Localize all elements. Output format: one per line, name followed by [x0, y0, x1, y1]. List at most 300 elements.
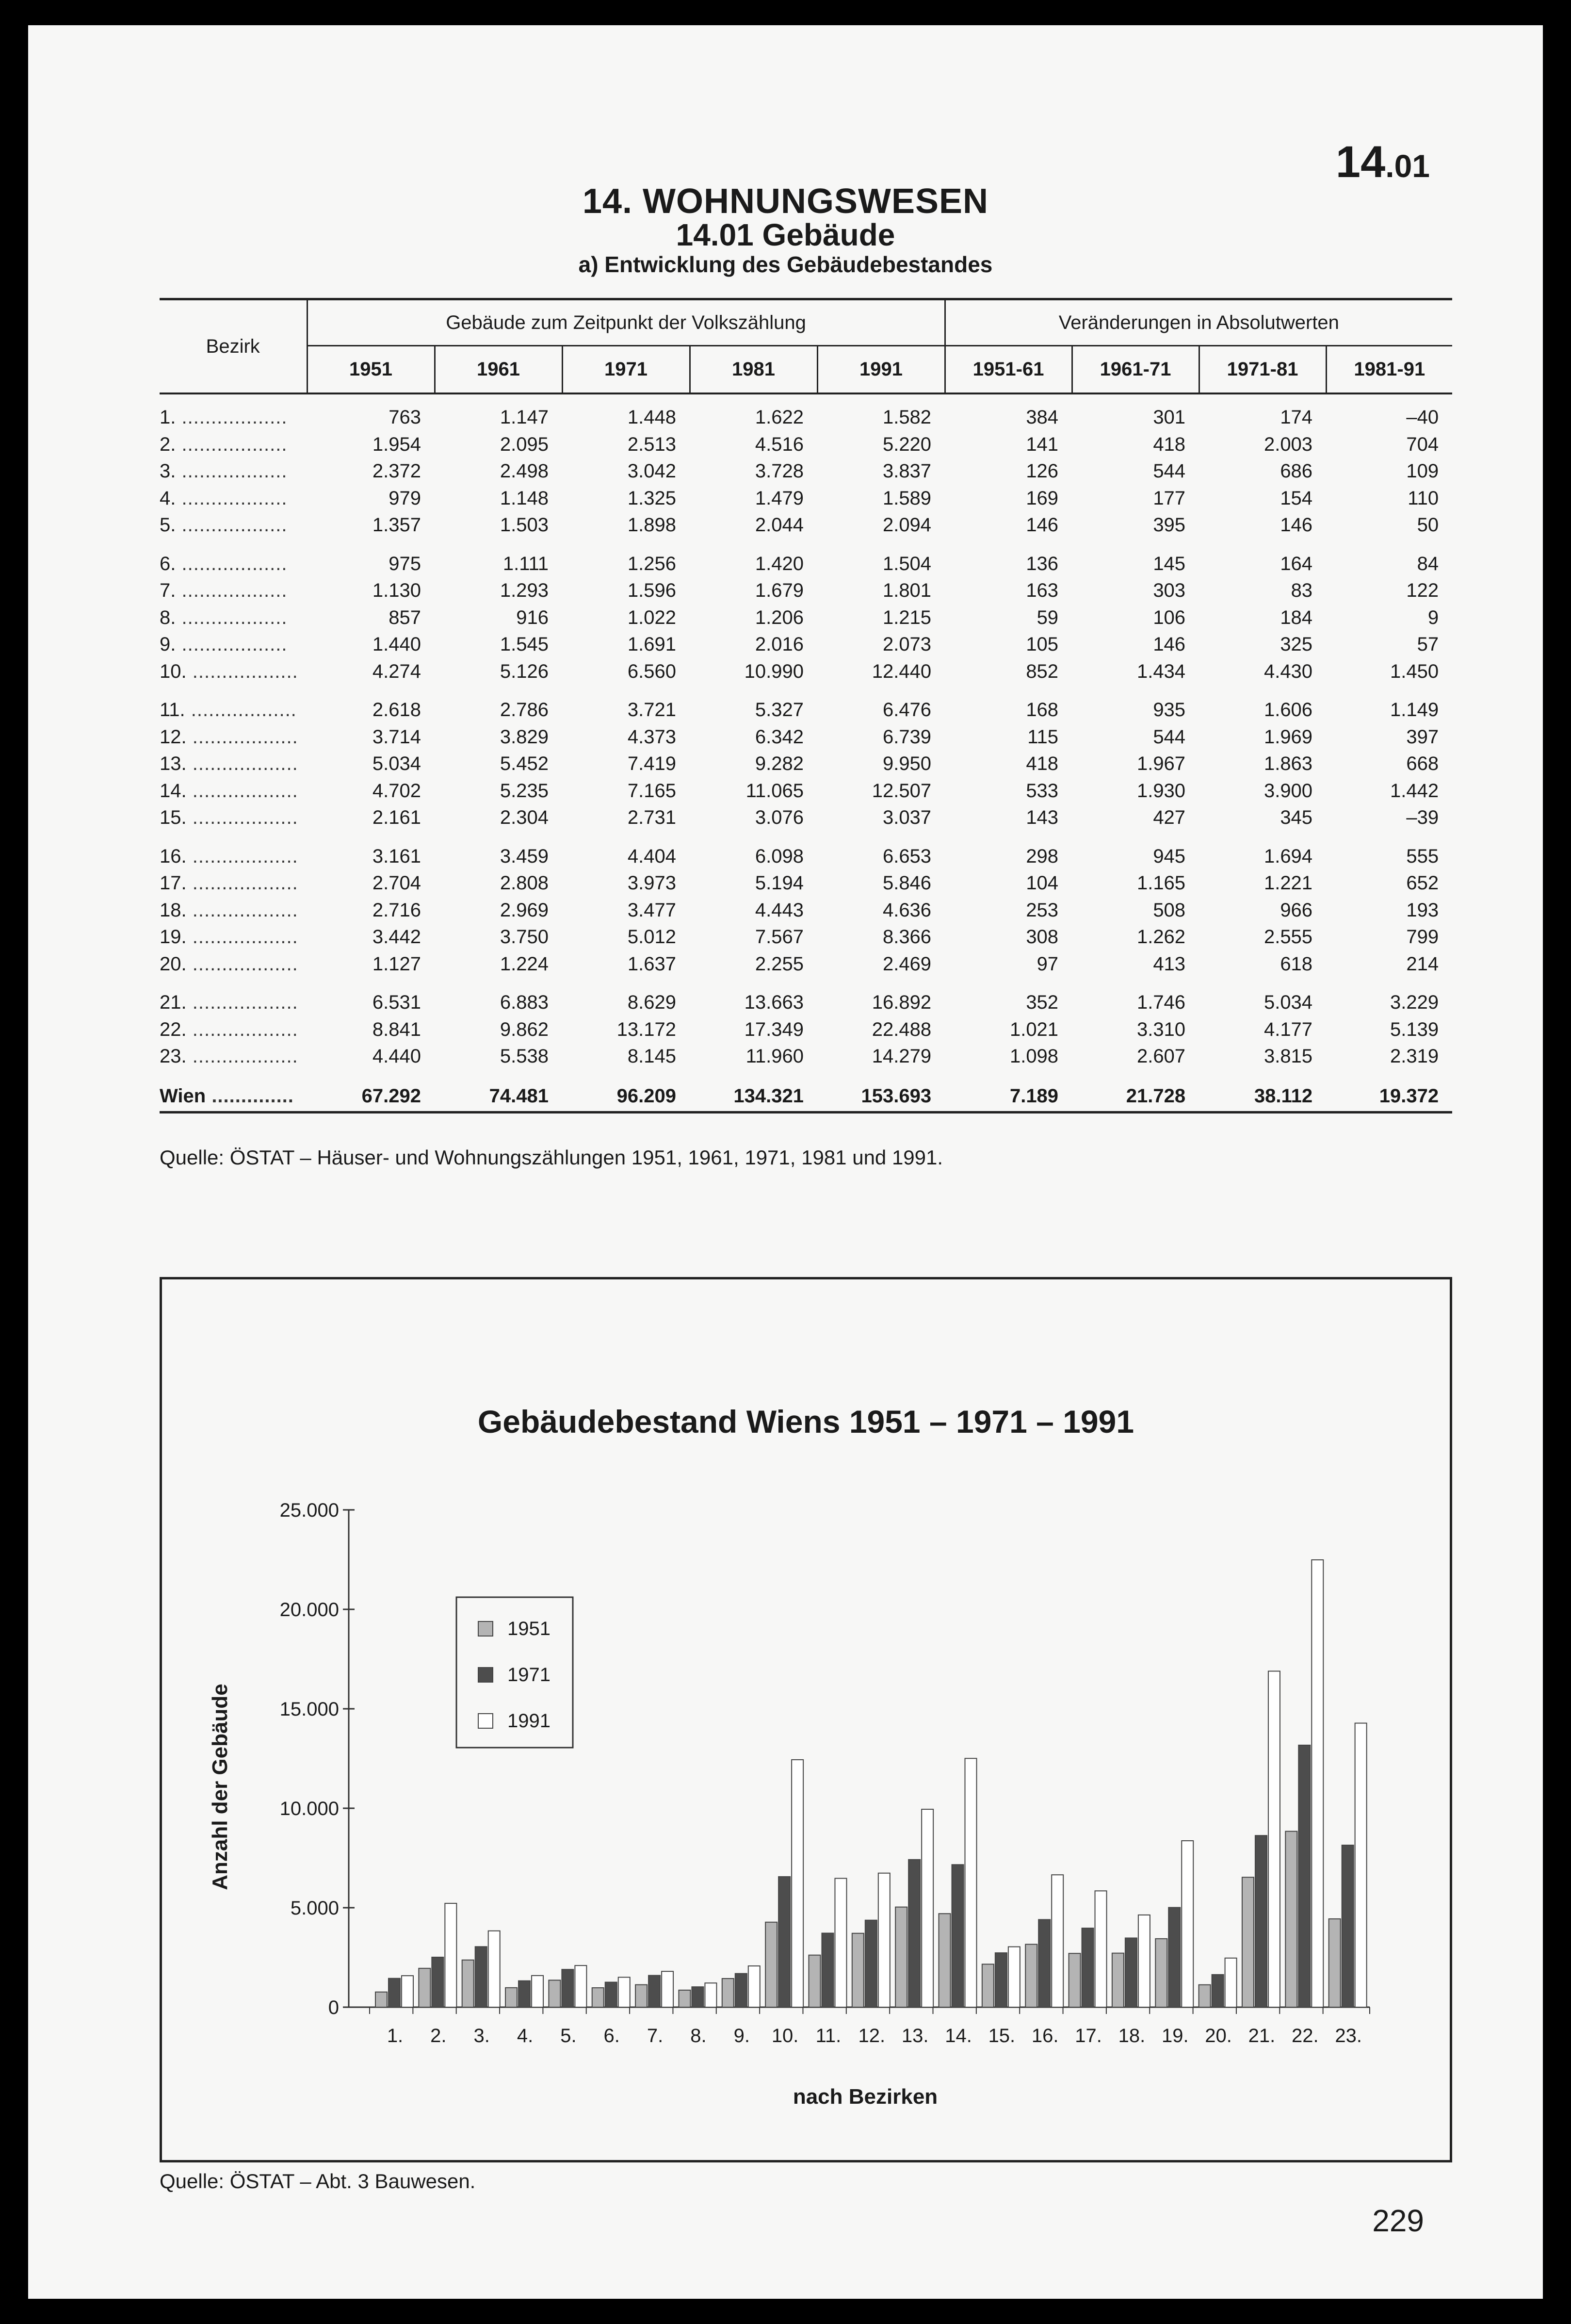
change-value: 57: [1417, 634, 1439, 655]
change-value: 164: [1280, 553, 1313, 574]
change-value: 122: [1406, 580, 1439, 602]
change-value: 345: [1280, 807, 1313, 829]
census-value: 4.440: [372, 1046, 421, 1067]
bar-1951: [419, 1968, 430, 2007]
bar-1951: [1285, 1832, 1297, 2007]
census-value: 8.145: [627, 1046, 676, 1067]
census-value: 1.898: [627, 514, 676, 536]
census-value: 1.293: [500, 580, 549, 602]
leader-dots: ..................: [176, 407, 288, 428]
census-value: 6.653: [882, 845, 932, 867]
header-year-1991: 1991: [817, 346, 945, 394]
bezirk-label: 5.: [160, 514, 176, 536]
bezirk-label: 6.: [160, 553, 176, 574]
census-value: 9.862: [500, 1018, 549, 1040]
bar-1991: [532, 1976, 543, 2007]
bar-1951: [809, 1955, 820, 2007]
bezirk-label: 21.: [160, 992, 187, 1014]
bar-1951: [895, 1907, 907, 2007]
census-value: 1.111: [502, 553, 549, 574]
bar-1991: [748, 1966, 760, 2007]
bar-1951: [679, 1990, 690, 2007]
bezirk-label: 15.: [160, 807, 187, 829]
census-value: 1.206: [755, 606, 804, 628]
change-value: 935: [1153, 699, 1186, 721]
bar-chart: [162, 1279, 1450, 2160]
census-value: 12.440: [872, 660, 932, 682]
table-row: [160, 658, 1452, 686]
census-value: 3.442: [372, 926, 421, 948]
census-value: 2.469: [882, 953, 932, 975]
bezirk-cell: [160, 404, 307, 431]
census-value: 1.504: [882, 553, 932, 574]
table-row: [160, 924, 1452, 951]
bar-1971: [908, 1860, 920, 2007]
census-value: 1.448: [627, 407, 676, 428]
change-value: 668: [1406, 753, 1439, 775]
change-value: 395: [1153, 514, 1186, 536]
bezirk-label: 11.: [160, 699, 185, 721]
bar-1951: [1155, 1939, 1167, 2007]
census-value: 5.235: [500, 780, 549, 802]
bar-1991: [445, 1903, 456, 2007]
census-value: 2.704: [372, 872, 421, 894]
table-row: [160, 843, 1452, 870]
change-value: 106: [1153, 606, 1186, 628]
census-value: 3.161: [372, 845, 421, 867]
bar-1991: [792, 1760, 803, 2007]
bar-1991: [922, 1809, 933, 2007]
census-value: 857: [389, 606, 421, 628]
x-tick-label: 3.: [473, 2025, 490, 2046]
census-value: 4.516: [755, 433, 804, 455]
x-tick-label: 5.: [560, 2025, 577, 2046]
x-tick-label: 9.: [733, 2025, 750, 2046]
change-value: 397: [1406, 726, 1439, 748]
change-value: 3.310: [1136, 1018, 1186, 1040]
chart-source: Quelle: ÖSTAT – Abt. 3 Bauwesen.: [160, 2170, 476, 2193]
table-row: [160, 870, 1452, 897]
header-bezirk: Bezirk: [160, 299, 307, 394]
census-value: 6.883: [500, 992, 549, 1014]
table-row: [160, 1043, 1452, 1070]
census-value: 1.479: [755, 487, 804, 509]
y-tick-label: 10.000: [279, 1798, 339, 1819]
census-value: 1.147: [500, 407, 549, 428]
bar-1971: [735, 1974, 747, 2007]
change-value: 126: [1026, 460, 1059, 482]
bezirk-cell: [160, 658, 307, 686]
bar-1951: [505, 1988, 517, 2007]
change-value: 110: [1408, 487, 1439, 509]
census-value: 67.292: [307, 1082, 435, 1113]
census-value: 11.065: [745, 780, 804, 802]
table-row: [160, 697, 1452, 724]
census-value: 4.404: [627, 845, 676, 867]
census-value: 5.034: [372, 753, 421, 775]
census-value: 13.663: [744, 992, 804, 1014]
leader-dots: ..................: [186, 726, 298, 748]
bezirk-cell: [160, 577, 307, 605]
change-value: 146: [1153, 634, 1186, 655]
change-value: 533: [1026, 780, 1059, 802]
leader-dots: ..................: [186, 1046, 298, 1067]
change-value: 168: [1026, 699, 1059, 721]
census-value: 3.829: [500, 726, 549, 748]
header-period-1971-81: 1971-81: [1199, 346, 1326, 394]
bar-1971: [1082, 1928, 1094, 2007]
bezirk-cell: [160, 431, 307, 458]
bezirk-label: 10.: [160, 660, 187, 682]
census-value: 3.973: [627, 872, 676, 894]
bar-1971: [865, 1920, 877, 2007]
bar-1991: [662, 1971, 673, 2007]
census-value: 1.420: [755, 553, 804, 574]
table-row: [160, 804, 1452, 832]
leader-dots: ..................: [186, 899, 298, 921]
bar-1971: [1342, 1845, 1354, 2007]
change-value: 555: [1406, 845, 1439, 867]
census-value: 10.990: [744, 660, 804, 682]
bezirk-label: Wien: [160, 1085, 206, 1107]
leader-dots: ..................: [176, 487, 288, 509]
census-value: 3.714: [372, 726, 421, 748]
change-value: 1.606: [1263, 699, 1313, 721]
change-value: 177: [1153, 487, 1186, 509]
census-value: 2.016: [755, 634, 804, 655]
y-tick-label: 25.000: [279, 1500, 339, 1521]
x-tick-label: 19.: [1161, 2025, 1189, 2046]
change-value: 1.967: [1136, 753, 1186, 775]
header-year-1971: 1971: [562, 346, 690, 394]
bar-1951: [1112, 1953, 1124, 2007]
bar-1951: [1242, 1877, 1254, 2007]
change-value: 84: [1417, 553, 1439, 574]
bar-1951: [1329, 1919, 1341, 2007]
change-value: 799: [1406, 926, 1439, 948]
change-value: 4.177: [1263, 1018, 1313, 1040]
change-value: 146: [1280, 514, 1313, 536]
leader-dots: ..................: [176, 433, 288, 455]
bezirk-label: 19.: [160, 926, 187, 948]
bar-1971: [475, 1947, 487, 2007]
change-value: 1.021: [1009, 1018, 1059, 1040]
leader-dots: ..................: [186, 780, 298, 802]
leader-dots: ..................: [186, 926, 298, 948]
x-tick-label: 11.: [815, 2025, 842, 2046]
census-value: 8.841: [372, 1018, 421, 1040]
leader-dots: ..............: [206, 1085, 294, 1107]
census-value: 1.954: [372, 433, 421, 455]
bar-1951: [1025, 1944, 1037, 2007]
change-value: 1.694: [1263, 845, 1313, 867]
census-value: 1.545: [500, 634, 549, 655]
bar-1971: [648, 1976, 660, 2007]
x-tick-label: 2.: [430, 2025, 447, 2046]
bar-1991: [1355, 1723, 1367, 2007]
leader-dots: ..................: [176, 580, 288, 602]
census-value: 16.892: [872, 992, 932, 1014]
bezirk-cell: [160, 778, 307, 805]
bar-1991: [965, 1758, 977, 2007]
census-value: 3.728: [755, 460, 804, 482]
leader-dots: ..................: [176, 514, 288, 536]
census-value: 1.325: [627, 487, 676, 509]
change-value: 9: [1427, 606, 1439, 628]
change-value: 1.442: [1390, 780, 1439, 802]
change-value: 352: [1026, 992, 1059, 1014]
change-value: 308: [1026, 926, 1059, 948]
bar-1951: [939, 1914, 951, 2007]
leader-dots: ..................: [176, 460, 288, 482]
change-value: 145: [1153, 553, 1186, 574]
building-stock-table: [160, 298, 1452, 1113]
census-value: 2.786: [500, 699, 549, 721]
bezirk-label: 18.: [160, 899, 187, 921]
census-value: 5.126: [500, 660, 549, 682]
change-value: 4.430: [1263, 660, 1313, 682]
table-row: [160, 631, 1452, 658]
table-row: [160, 404, 1452, 431]
change-value: 508: [1153, 899, 1186, 921]
chart-title: Gebäudebestand Wiens 1951 – 1971 – 1991: [477, 1404, 1134, 1440]
census-value: 4.636: [882, 899, 932, 921]
census-value: 2.255: [755, 953, 804, 975]
change-value: 1.221: [1263, 872, 1313, 894]
bar-1951: [765, 1922, 777, 2007]
census-value: 763: [389, 407, 421, 428]
census-value: 1.503: [500, 514, 549, 536]
census-value: 2.044: [755, 514, 804, 536]
header-period-1981-91: 1981-91: [1326, 346, 1452, 394]
bezirk-cell: [160, 458, 307, 485]
census-value: 74.481: [435, 1082, 562, 1113]
bezirk-cell: [160, 870, 307, 897]
census-value: 4.443: [755, 899, 804, 921]
change-value: 418: [1026, 753, 1059, 775]
census-value: 153.693: [817, 1082, 945, 1113]
change-value: 5.034: [1263, 992, 1313, 1014]
census-value: 1.582: [882, 407, 932, 428]
table-row: [160, 724, 1452, 751]
x-tick-label: 23.: [1335, 2025, 1362, 2046]
table-total-row: [160, 1082, 1452, 1113]
change-value: 1.450: [1390, 660, 1439, 682]
leader-dots: ..................: [176, 634, 288, 655]
change-value: 298: [1026, 845, 1059, 867]
bar-1991: [402, 1976, 413, 2007]
census-value: 12.507: [872, 780, 932, 802]
leader-dots: ..................: [176, 606, 288, 628]
change-value: 7.189: [945, 1082, 1072, 1113]
bar-1991: [1312, 1560, 1323, 2007]
x-tick-label: 20.: [1205, 2025, 1232, 2046]
table-row: [160, 989, 1452, 1016]
change-value: 184: [1280, 606, 1313, 628]
bezirk-cell: [160, 512, 307, 539]
change-value: –39: [1406, 807, 1439, 829]
header-year-1981: 1981: [690, 346, 817, 394]
y-tick-label: 0: [328, 1997, 339, 2018]
x-axis-label: nach Bezirken: [793, 2085, 938, 2109]
census-value: 96.209: [562, 1082, 690, 1113]
bar-1971: [692, 1987, 703, 2007]
census-value: 3.837: [882, 460, 932, 482]
bezirk-label: 4.: [160, 487, 176, 509]
census-value: 5.220: [882, 433, 932, 455]
change-value: 618: [1280, 953, 1313, 975]
x-tick-label: 21.: [1248, 2025, 1276, 2046]
legend-swatch-1991: [478, 1714, 493, 1728]
x-tick-label: 4.: [517, 2025, 534, 2046]
census-value: 4.702: [372, 780, 421, 802]
census-value: 3.042: [627, 460, 676, 482]
census-value: 22.488: [872, 1018, 932, 1040]
table-row: [160, 551, 1452, 578]
change-value: 19.372: [1326, 1082, 1452, 1113]
bezirk-label: 1.: [160, 407, 176, 428]
census-value: 979: [389, 487, 421, 509]
change-value: 193: [1406, 899, 1439, 921]
census-value: 7.567: [755, 926, 804, 948]
census-value: 1.440: [372, 634, 421, 655]
bar-1951: [375, 1992, 387, 2007]
bar-1971: [995, 1953, 1007, 2007]
change-value: 1.969: [1263, 726, 1313, 748]
change-value: 1.746: [1136, 992, 1186, 1014]
census-value: 5.012: [627, 926, 676, 948]
bar-1951: [635, 1985, 647, 2007]
census-value: 3.750: [500, 926, 549, 948]
change-value: 2.555: [1263, 926, 1313, 948]
census-value: 6.476: [882, 699, 932, 721]
bar-1971: [1298, 1745, 1310, 2007]
change-value: 105: [1026, 634, 1059, 655]
census-value: 2.731: [627, 807, 676, 829]
change-value: 97: [1037, 953, 1059, 975]
change-value: 544: [1153, 460, 1186, 482]
header-change-group: Veränderungen in Absolutwerten: [945, 299, 1452, 346]
header-period-1961-71: 1961-71: [1072, 346, 1199, 394]
header-period-1951-61: 1951-61: [945, 346, 1072, 394]
change-value: 966: [1280, 899, 1313, 921]
census-value: 1.127: [372, 953, 421, 975]
x-tick-label: 8.: [690, 2025, 707, 2046]
change-value: 544: [1153, 726, 1186, 748]
legend-swatch-1971: [478, 1668, 493, 1682]
change-value: 21.728: [1072, 1082, 1199, 1113]
bar-1971: [389, 1979, 400, 2007]
change-value: 214: [1406, 953, 1439, 975]
bar-1991: [705, 1983, 716, 2007]
leader-dots: ..................: [186, 872, 298, 894]
bezirk-label: 20.: [160, 953, 187, 975]
census-value: 7.419: [627, 753, 676, 775]
change-value: 1.149: [1390, 699, 1439, 721]
x-tick-label: 14.: [945, 2025, 972, 2046]
change-value: 5.139: [1390, 1018, 1439, 1040]
census-value: 1.256: [627, 553, 676, 574]
census-value: 2.073: [882, 634, 932, 655]
change-value: 253: [1026, 899, 1059, 921]
change-value: 154: [1280, 487, 1313, 509]
header-year-1951: 1951: [307, 346, 435, 394]
census-value: 13.172: [616, 1018, 676, 1040]
table-row: [160, 485, 1452, 512]
census-value: 3.037: [882, 807, 932, 829]
leader-dots: ..................: [186, 992, 298, 1014]
x-tick-label: 17.: [1075, 2025, 1102, 2046]
bezirk-cell: [160, 724, 307, 751]
change-value: 1.262: [1136, 926, 1186, 948]
census-value: 1.637: [627, 953, 676, 975]
bezirk-cell: [160, 989, 307, 1016]
change-value: 1.434: [1136, 660, 1186, 682]
census-value: 2.304: [500, 807, 549, 829]
change-value: 3.900: [1263, 780, 1313, 802]
x-tick-label: 6.: [603, 2025, 620, 2046]
legend-label-1951: 1951: [507, 1618, 551, 1639]
legend-label-1971: 1971: [507, 1664, 551, 1686]
bar-1951: [549, 1980, 560, 2007]
census-value: 4.373: [627, 726, 676, 748]
census-value: 1.691: [627, 634, 676, 655]
bezirk-label: 7.: [160, 580, 176, 602]
leader-dots: ..................: [186, 953, 298, 975]
chapter-heading: 14. WOHNUNGSWESEN: [582, 182, 989, 221]
census-value: 6.098: [755, 845, 804, 867]
leader-dots: ..................: [186, 807, 298, 829]
change-value: 418: [1153, 433, 1186, 455]
bar-1991: [1268, 1671, 1280, 2007]
table-row: [160, 951, 1452, 978]
change-value: 141: [1026, 433, 1059, 455]
change-value: 83: [1291, 580, 1313, 602]
y-tick-label: 5.000: [290, 1898, 339, 1919]
table-source: Quelle: ÖSTAT – Häuser- und Wohnungszählungen 1951, 1961, 1971, 1981 und 1991.: [160, 1146, 943, 1169]
bezirk-cell: [160, 1082, 307, 1113]
bezirk-cell: [160, 605, 307, 632]
change-value: 301: [1153, 407, 1186, 428]
y-tick-label: 15.000: [279, 1699, 339, 1720]
bezirk-label: 17.: [160, 872, 187, 894]
leader-dots: ..................: [185, 699, 297, 721]
change-value: 174: [1280, 407, 1313, 428]
census-value: 2.095: [500, 433, 549, 455]
bar-1971: [1212, 1975, 1224, 2007]
bezirk-label: 13.: [160, 753, 187, 775]
bezirk-cell: [160, 485, 307, 512]
change-value: 104: [1026, 872, 1059, 894]
change-value: 945: [1153, 845, 1186, 867]
census-value: 134.321: [690, 1082, 817, 1113]
census-value: 1.215: [882, 606, 932, 628]
census-value: 2.716: [372, 899, 421, 921]
census-value: 5.538: [500, 1046, 549, 1067]
bezirk-cell: [160, 843, 307, 870]
census-value: 2.498: [500, 460, 549, 482]
census-value: 8.629: [627, 992, 676, 1014]
x-tick-label: 7.: [647, 2025, 664, 2046]
census-value: 5.452: [500, 753, 549, 775]
x-tick-label: 1.: [387, 2025, 404, 2046]
bezirk-cell: [160, 897, 307, 924]
x-tick-label: 15.: [988, 2025, 1016, 2046]
header-census-group: Gebäude zum Zeitpunkt der Volkszählung: [307, 299, 945, 346]
bar-1971: [822, 1933, 833, 2007]
census-value: 3.076: [755, 807, 804, 829]
bar-1971: [1125, 1938, 1137, 2007]
